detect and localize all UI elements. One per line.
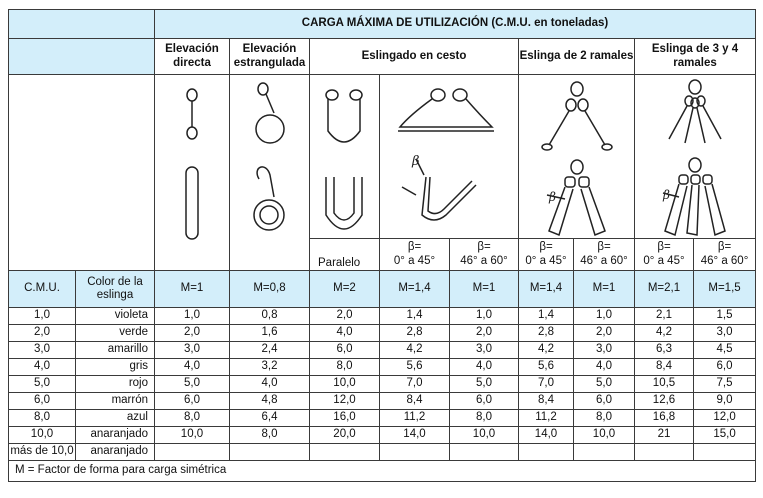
load-cell: 1,0: [574, 308, 635, 325]
table-title: CARGA MÁXIMA DE UTILIZACIÓN (C.M.U. en toneladas): [155, 10, 756, 39]
svg-text:β: β: [412, 154, 420, 169]
load-cell: 8,4: [635, 359, 694, 376]
load-cell: 6,3: [635, 342, 694, 359]
load-cell: 15,0: [694, 427, 756, 444]
load-cell: 10,0: [574, 427, 635, 444]
header-elevacion-directa: Elevación directa: [155, 39, 230, 75]
cmu-cell: 5,0: [9, 376, 76, 393]
load-cell: 1,5: [694, 308, 756, 325]
footnote-row: [9, 461, 756, 482]
factor-cell: M=1: [155, 271, 230, 308]
load-cell: 7,0: [519, 376, 574, 393]
load-cell: 4,0: [230, 376, 310, 393]
corner-cell-3: [9, 75, 155, 271]
load-cell: 5,0: [574, 376, 635, 393]
choker-sling-icon: [230, 75, 310, 265]
load-cell: [230, 444, 310, 461]
cmu-table: [8, 9, 756, 482]
range-label: 46° a 60°: [460, 254, 508, 267]
load-cell: 2,0: [450, 325, 519, 342]
factor-cell: M=1: [450, 271, 519, 308]
load-cell: 3,0: [155, 342, 230, 359]
svg-text:β: β: [663, 188, 670, 202]
color-cell: anaranjado: [76, 444, 155, 461]
table-row: [9, 359, 756, 376]
factor-cell: M=2,1: [635, 271, 694, 308]
load-cell: 8,0: [574, 410, 635, 427]
load-cell: 7,0: [380, 376, 450, 393]
angle-dos-0-45: [519, 239, 574, 271]
load-cell: 4,0: [155, 359, 230, 376]
label-paralelo: Paralelo: [310, 239, 380, 271]
load-cell: 3,2: [230, 359, 310, 376]
multi-leg-sling-icon: [635, 75, 756, 238]
load-cell: 4,8: [230, 393, 310, 410]
figure-cell-dos-ramales: [519, 75, 635, 239]
load-cell: 5,0: [155, 376, 230, 393]
load-cell: 2,1: [635, 308, 694, 325]
cmu-cell: 8,0: [9, 410, 76, 427]
table-row: [9, 342, 756, 359]
figure-row: [9, 75, 756, 239]
color-cell: rojo: [76, 376, 155, 393]
color-cell: azul: [76, 410, 155, 427]
load-cell: 8,4: [519, 393, 574, 410]
load-cell: [380, 444, 450, 461]
load-cell: 8,0: [310, 359, 380, 376]
angle-tres-0-45: [635, 239, 694, 271]
angle-tres-46-60: [694, 239, 756, 271]
color-cell: gris: [76, 359, 155, 376]
load-cell: 21: [635, 427, 694, 444]
figure-cell-directa: [155, 75, 230, 271]
load-cell: 14,0: [519, 427, 574, 444]
range-label: 0° a 45°: [525, 254, 567, 267]
load-cell: 8,0: [450, 410, 519, 427]
load-cell: 2,4: [230, 342, 310, 359]
load-cell: 6,0: [450, 393, 519, 410]
load-cell: 11,2: [519, 410, 574, 427]
load-cell: 12,6: [635, 393, 694, 410]
load-cell: 12,0: [310, 393, 380, 410]
angle-cesto-0-45: [380, 239, 450, 271]
load-cell: 10,0: [155, 427, 230, 444]
angle-cesto-46-60: [450, 239, 519, 271]
beta-label: β=: [717, 241, 732, 254]
load-cell: 2,0: [574, 325, 635, 342]
load-cell: 10,0: [310, 376, 380, 393]
table-row: [9, 444, 756, 461]
load-cell: 6,0: [310, 342, 380, 359]
load-cell: 1,0: [155, 308, 230, 325]
load-cell: 2,0: [155, 325, 230, 342]
header-cmu: C.M.U.: [9, 271, 76, 308]
factor-cell: M=1,4: [380, 271, 450, 308]
load-cell: 20,0: [310, 427, 380, 444]
figure-cell-tres-ramales: [635, 75, 756, 239]
data-body: [9, 308, 756, 461]
figure-cell-cesto-angulo: [380, 75, 519, 239]
load-cell: 3,0: [694, 325, 756, 342]
table-row: [9, 376, 756, 393]
load-cell: 16,0: [310, 410, 380, 427]
load-cell: [155, 444, 230, 461]
factor-cell: M=1: [574, 271, 635, 308]
load-cell: 6,0: [694, 359, 756, 376]
cmu-cell: 4,0: [9, 359, 76, 376]
load-cell: 4,0: [574, 359, 635, 376]
group-header-row: [9, 39, 756, 75]
color-cell: violeta: [76, 308, 155, 325]
beta-label: β=: [597, 241, 611, 254]
factor-cell: M=1,4: [519, 271, 574, 308]
load-cell: 8,0: [155, 410, 230, 427]
two-leg-sling-icon: [519, 75, 635, 238]
load-cell: [519, 444, 574, 461]
load-cell: 6,4: [230, 410, 310, 427]
load-cell: 4,2: [519, 342, 574, 359]
table-row: [9, 410, 756, 427]
corner-cell-2: [9, 39, 155, 75]
beta-label: β=: [657, 241, 671, 254]
header-elevacion-estrangulada: Elevación estrangulada: [230, 39, 310, 75]
factor-row: [9, 271, 756, 308]
color-cell: anaranjado: [76, 427, 155, 444]
range-label: 0° a 45°: [393, 254, 436, 267]
angle-dos-46-60: [574, 239, 635, 271]
load-cell: 5,6: [519, 359, 574, 376]
figure-cell-estrangulada: [230, 75, 310, 271]
range-label: 46° a 60°: [580, 254, 628, 267]
load-cell: 1,0: [450, 308, 519, 325]
cmu-cell: 10,0: [9, 427, 76, 444]
load-cell: [310, 444, 380, 461]
beta-label: β=: [477, 241, 491, 254]
load-cell: 5,0: [450, 376, 519, 393]
cmu-cell: 3,0: [9, 342, 76, 359]
load-cell: 3,0: [574, 342, 635, 359]
header-eslinga-3-4-ramales: Eslinga de 3 y 4 ramales: [635, 39, 756, 75]
load-cell: 9,0: [694, 393, 756, 410]
vertical-sling-icon: [155, 75, 230, 265]
load-cell: 3,0: [450, 342, 519, 359]
table-row: [9, 325, 756, 342]
load-cell: 12,0: [694, 410, 756, 427]
load-cell: 1,4: [519, 308, 574, 325]
load-cell: 1,4: [380, 308, 450, 325]
load-cell: 4,0: [450, 359, 519, 376]
figure-cell-paralelo: [310, 75, 380, 239]
load-cell: 4,2: [380, 342, 450, 359]
cmu-cell: 6,0: [9, 393, 76, 410]
header-eslingado-cesto: Eslingado en cesto: [310, 39, 519, 75]
color-cell: amarillo: [76, 342, 155, 359]
load-cell: [635, 444, 694, 461]
load-cell: 6,0: [574, 393, 635, 410]
footnote: M = Factor de forma para carga simétrica: [9, 461, 756, 482]
load-cell: 10,5: [635, 376, 694, 393]
load-cell: 2,0: [310, 308, 380, 325]
load-cell: 5,6: [380, 359, 450, 376]
header-eslinga-2-ramales: Eslinga de 2 ramales: [519, 39, 635, 75]
basket-parallel-icon: [310, 75, 380, 238]
beta-label: β=: [539, 241, 553, 254]
cmu-cell: 1,0: [9, 308, 76, 325]
color-cell: marrón: [76, 393, 155, 410]
load-cell: 8,0: [230, 427, 310, 444]
cmu-cell: 2,0: [9, 325, 76, 342]
load-cell: 7,5: [694, 376, 756, 393]
factor-cell: M=0,8: [230, 271, 310, 308]
load-cell: 2,8: [519, 325, 574, 342]
load-cell: 11,2: [380, 410, 450, 427]
table-row: [9, 308, 756, 325]
load-cell: 10,0: [450, 427, 519, 444]
color-cell: verde: [76, 325, 155, 342]
load-cell: 14,0: [380, 427, 450, 444]
table-row: [9, 393, 756, 410]
load-cell: 4,0: [310, 325, 380, 342]
table-row: [9, 427, 756, 444]
load-cell: [574, 444, 635, 461]
basket-angle-icon: [380, 75, 520, 238]
load-cell: 4,2: [635, 325, 694, 342]
cmu-cell: más de 10,0: [9, 444, 76, 461]
load-cell: 1,6: [230, 325, 310, 342]
load-cell: 16,8: [635, 410, 694, 427]
load-cell: [694, 444, 756, 461]
load-cell: [450, 444, 519, 461]
load-cell: 2,8: [380, 325, 450, 342]
title-row: [9, 10, 756, 39]
load-cell: 8,4: [380, 393, 450, 410]
corner-cell: [9, 10, 155, 39]
factor-cell: M=1,5: [694, 271, 756, 308]
svg-text:β: β: [549, 190, 556, 204]
beta-label: β=: [407, 241, 422, 254]
factor-cell: M=2: [310, 271, 380, 308]
load-cell: 4,5: [694, 342, 756, 359]
load-cell: 6,0: [155, 393, 230, 410]
header-color: Color de la eslinga: [76, 271, 155, 308]
range-label: 46° a 60°: [700, 254, 749, 267]
range-label: 0° a 45°: [643, 254, 685, 267]
load-cell: 0,8: [230, 308, 310, 325]
